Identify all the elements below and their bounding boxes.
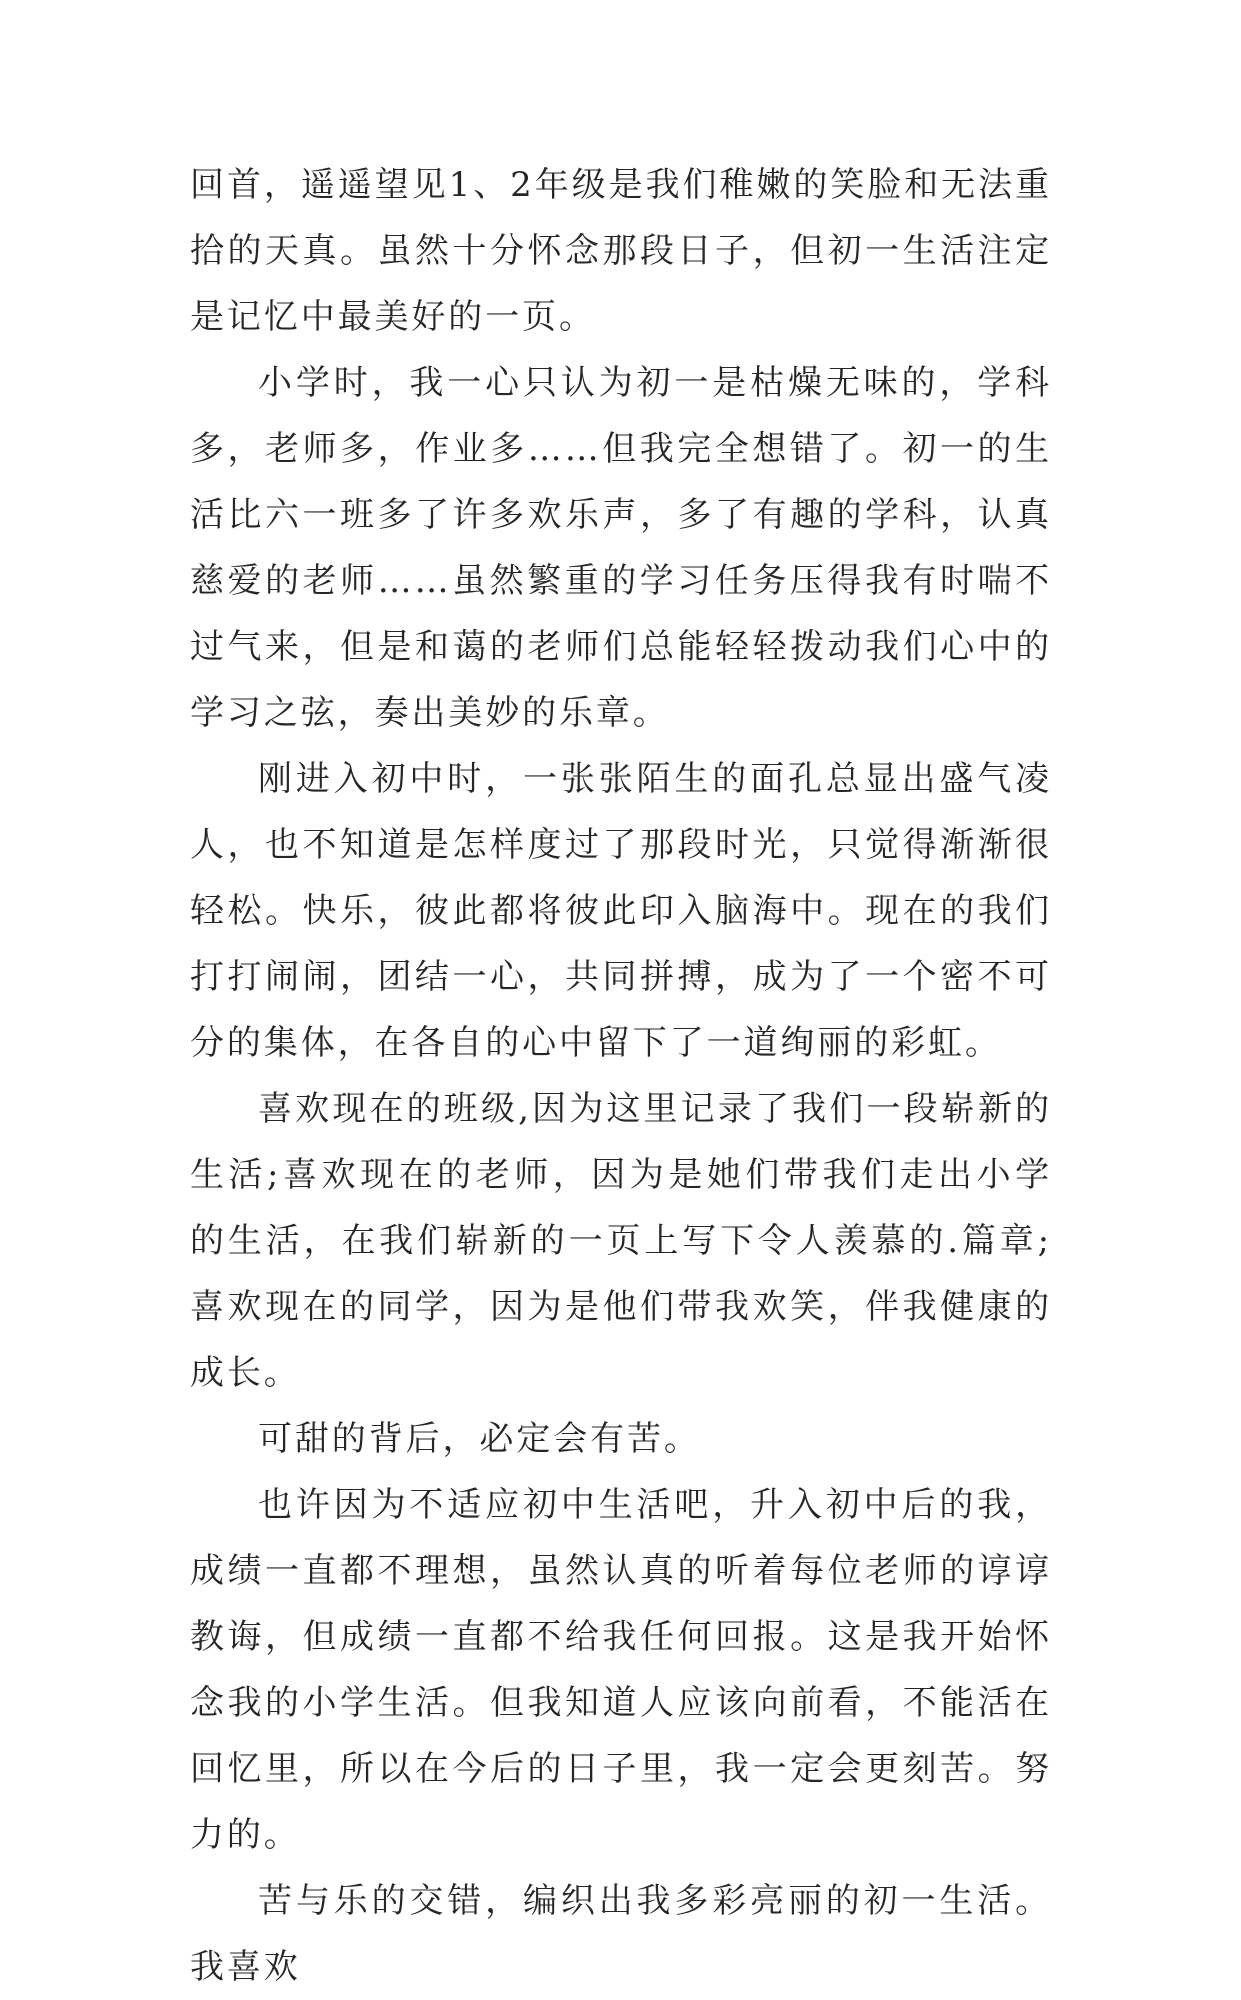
paragraph-2: 小学时，我一心只认为初一是枯燥无味的，学科多，老师多，作业多……但我完全想错了。初一的生活比六一班多了许多欢乐声，多了有趣的学科，认真慈爱的老师……虽然繁重的学习任务压得我有时喘不过气来，但是和蔼的老师们总能轻轻拨动我们心中的学习之弦，奏出美妙的乐章。 xyxy=(190,363,1052,733)
paragraph-6: 也许因为不适应初中生活吧，升入初中后的我，成绩一直都不理想，虽然认真的听着每位老师的谆谆教诲，但成绩一直都不给我任何回报。这是我开始怀念我的小学生活。但我知道人应该向前看，不能活在回忆里，所以在今后的日子里，我一定会更刻苦。努力的。 xyxy=(190,1485,1052,1855)
paragraph-3: 刚进入初中时，一张张陌生的面孔总显出盛气凌人，也不知道是怎样度过了那段时光，只觉得渐渐很轻松。快乐，彼此都将彼此印入脑海中。现在的我们打打闹闹，团结一心，共同拼搏，成为了一个密不可分的集体，在各自的心中留下了一道绚丽的彩虹。 xyxy=(190,759,1052,1063)
paragraph-7: 苦与乐的交错，编织出我多彩亮丽的初一生活。我喜欢 xyxy=(190,1881,1052,1987)
paragraph-4: 喜欢现在的班级,因为这里记录了我们一段崭新的生活;喜欢现在的老师，因为是她们带我们走出小学的生活，在我们崭新的一页上写下令人羡慕的.篇章;喜欢现在的同学，因为是他们带我欢笑，伴我健康的成长。 xyxy=(190,1089,1052,1393)
paragraph-5: 可甜的背后，必定会有苦。 xyxy=(258,1419,701,1459)
document-body xyxy=(190,152,1052,2000)
paragraph-1: 回首，遥遥望见1、2年级是我们稚嫩的笑脸和无法重拾的天真。虽然十分怀念那段日子，但初一生活注定是记忆中最美好的一页。 xyxy=(190,165,1052,337)
